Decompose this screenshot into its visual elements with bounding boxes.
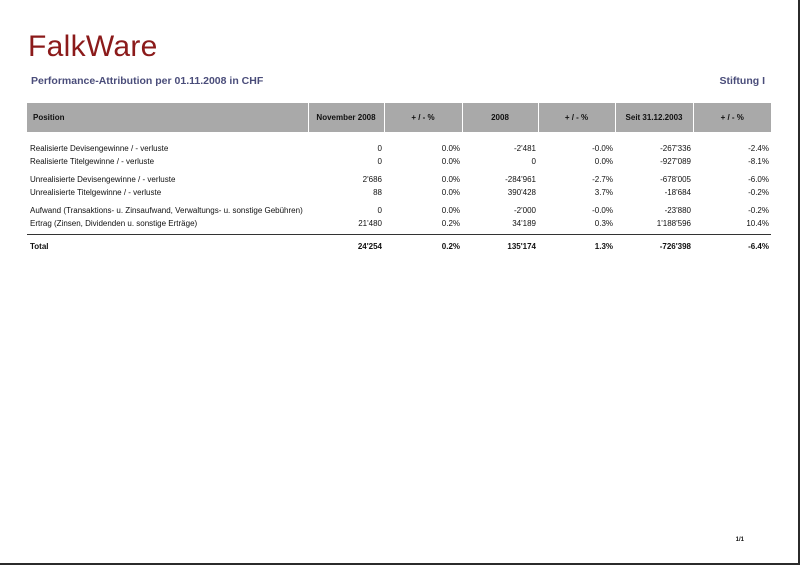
table-row [27, 186, 771, 199]
cell-value: -284'961 [505, 175, 536, 184]
cell-value: 3.7% [594, 188, 613, 197]
col-header-since-2003: Seit 31.12.2003 [615, 103, 693, 132]
col-header-pct-since-2003: + / - % [693, 103, 771, 132]
total-value: 1.3% [538, 235, 615, 258]
row-label: Unrealisierte Devisengewinne / - verluste [30, 175, 176, 184]
cell-value: 0.0% [441, 175, 460, 184]
cell-value: -2'000 [514, 206, 536, 215]
cell-value: -18'684 [664, 188, 691, 197]
row-label: Aufwand (Transaktions- u. Zinsaufwand, Verwaltungs- u. sonstige Gebühren) [30, 206, 303, 215]
cell-value: 390'428 [507, 188, 536, 197]
cell-value: 2'686 [362, 175, 382, 184]
table-row [27, 155, 771, 168]
col-header-pct-2008: + / - % [538, 103, 615, 132]
report-title: Performance-Attribution per 01.11.2008 in CHF [31, 75, 264, 87]
total-value: 135'174 [462, 235, 538, 258]
cell-value: -678'005 [660, 175, 691, 184]
cell-value: 0.2% [441, 219, 460, 228]
cell-value: 88 [373, 188, 382, 197]
row-label: Realisierte Devisengewinne / - verluste [30, 144, 169, 153]
client-name: Stiftung I [719, 75, 765, 87]
cell-value: 0 [377, 144, 382, 153]
cell-value: 21'480 [358, 219, 382, 228]
table-header-row [27, 103, 771, 132]
performance-table [27, 103, 771, 257]
row-label: Realisierte Titelgewinne / - verluste [30, 157, 155, 166]
cell-value: -0.2% [748, 206, 769, 215]
col-header-pct-november: + / - % [384, 103, 462, 132]
cell-value: 10.4% [746, 219, 769, 228]
total-value: -6.4% [693, 235, 771, 258]
cell-value: -8.1% [748, 157, 769, 166]
cell-value: 0.0% [441, 157, 460, 166]
total-value: 0.2% [384, 235, 462, 258]
total-row [27, 235, 771, 258]
cell-value: -6.0% [748, 175, 769, 184]
row-label: Unrealisierte Titelgewinne / - verluste [30, 188, 162, 197]
cell-value: -2.4% [748, 144, 769, 153]
cell-value: -927'089 [660, 157, 691, 166]
total-value: -726'398 [615, 235, 693, 258]
row-label: Ertrag (Zinsen, Dividenden u. sonstige Erträge) [30, 219, 198, 228]
cell-value: 0 [377, 206, 382, 215]
col-header-november-2008: November 2008 [308, 103, 384, 132]
col-header-2008: 2008 [462, 103, 538, 132]
cell-value: -267'336 [660, 144, 691, 153]
cell-value: 0.3% [594, 219, 613, 228]
table-row [27, 173, 771, 186]
cell-value: 0.0% [441, 206, 460, 215]
cell-value: -2'481 [514, 144, 536, 153]
cell-value: -2.7% [592, 175, 613, 184]
col-header-position: Position [27, 103, 308, 132]
company-logo: FalkWare [28, 30, 158, 63]
cell-value: 34'189 [512, 219, 536, 228]
cell-value: -0.0% [592, 206, 613, 215]
page-number: 1/1 [735, 537, 744, 543]
cell-value: 1'188'596 [656, 219, 691, 228]
cell-value: 0.0% [594, 157, 613, 166]
cell-value: -23'880 [664, 206, 691, 215]
cell-value: 0.0% [441, 144, 460, 153]
cell-value: 0 [531, 157, 536, 166]
cell-value: 0.0% [441, 188, 460, 197]
total-label: Total [27, 235, 308, 258]
cell-value: -0.2% [748, 188, 769, 197]
cell-value: 0 [377, 157, 382, 166]
total-value: 24'254 [308, 235, 384, 258]
table-row [27, 217, 771, 230]
table-row [27, 142, 771, 155]
table-row [27, 204, 771, 217]
cell-value: -0.0% [592, 144, 613, 153]
